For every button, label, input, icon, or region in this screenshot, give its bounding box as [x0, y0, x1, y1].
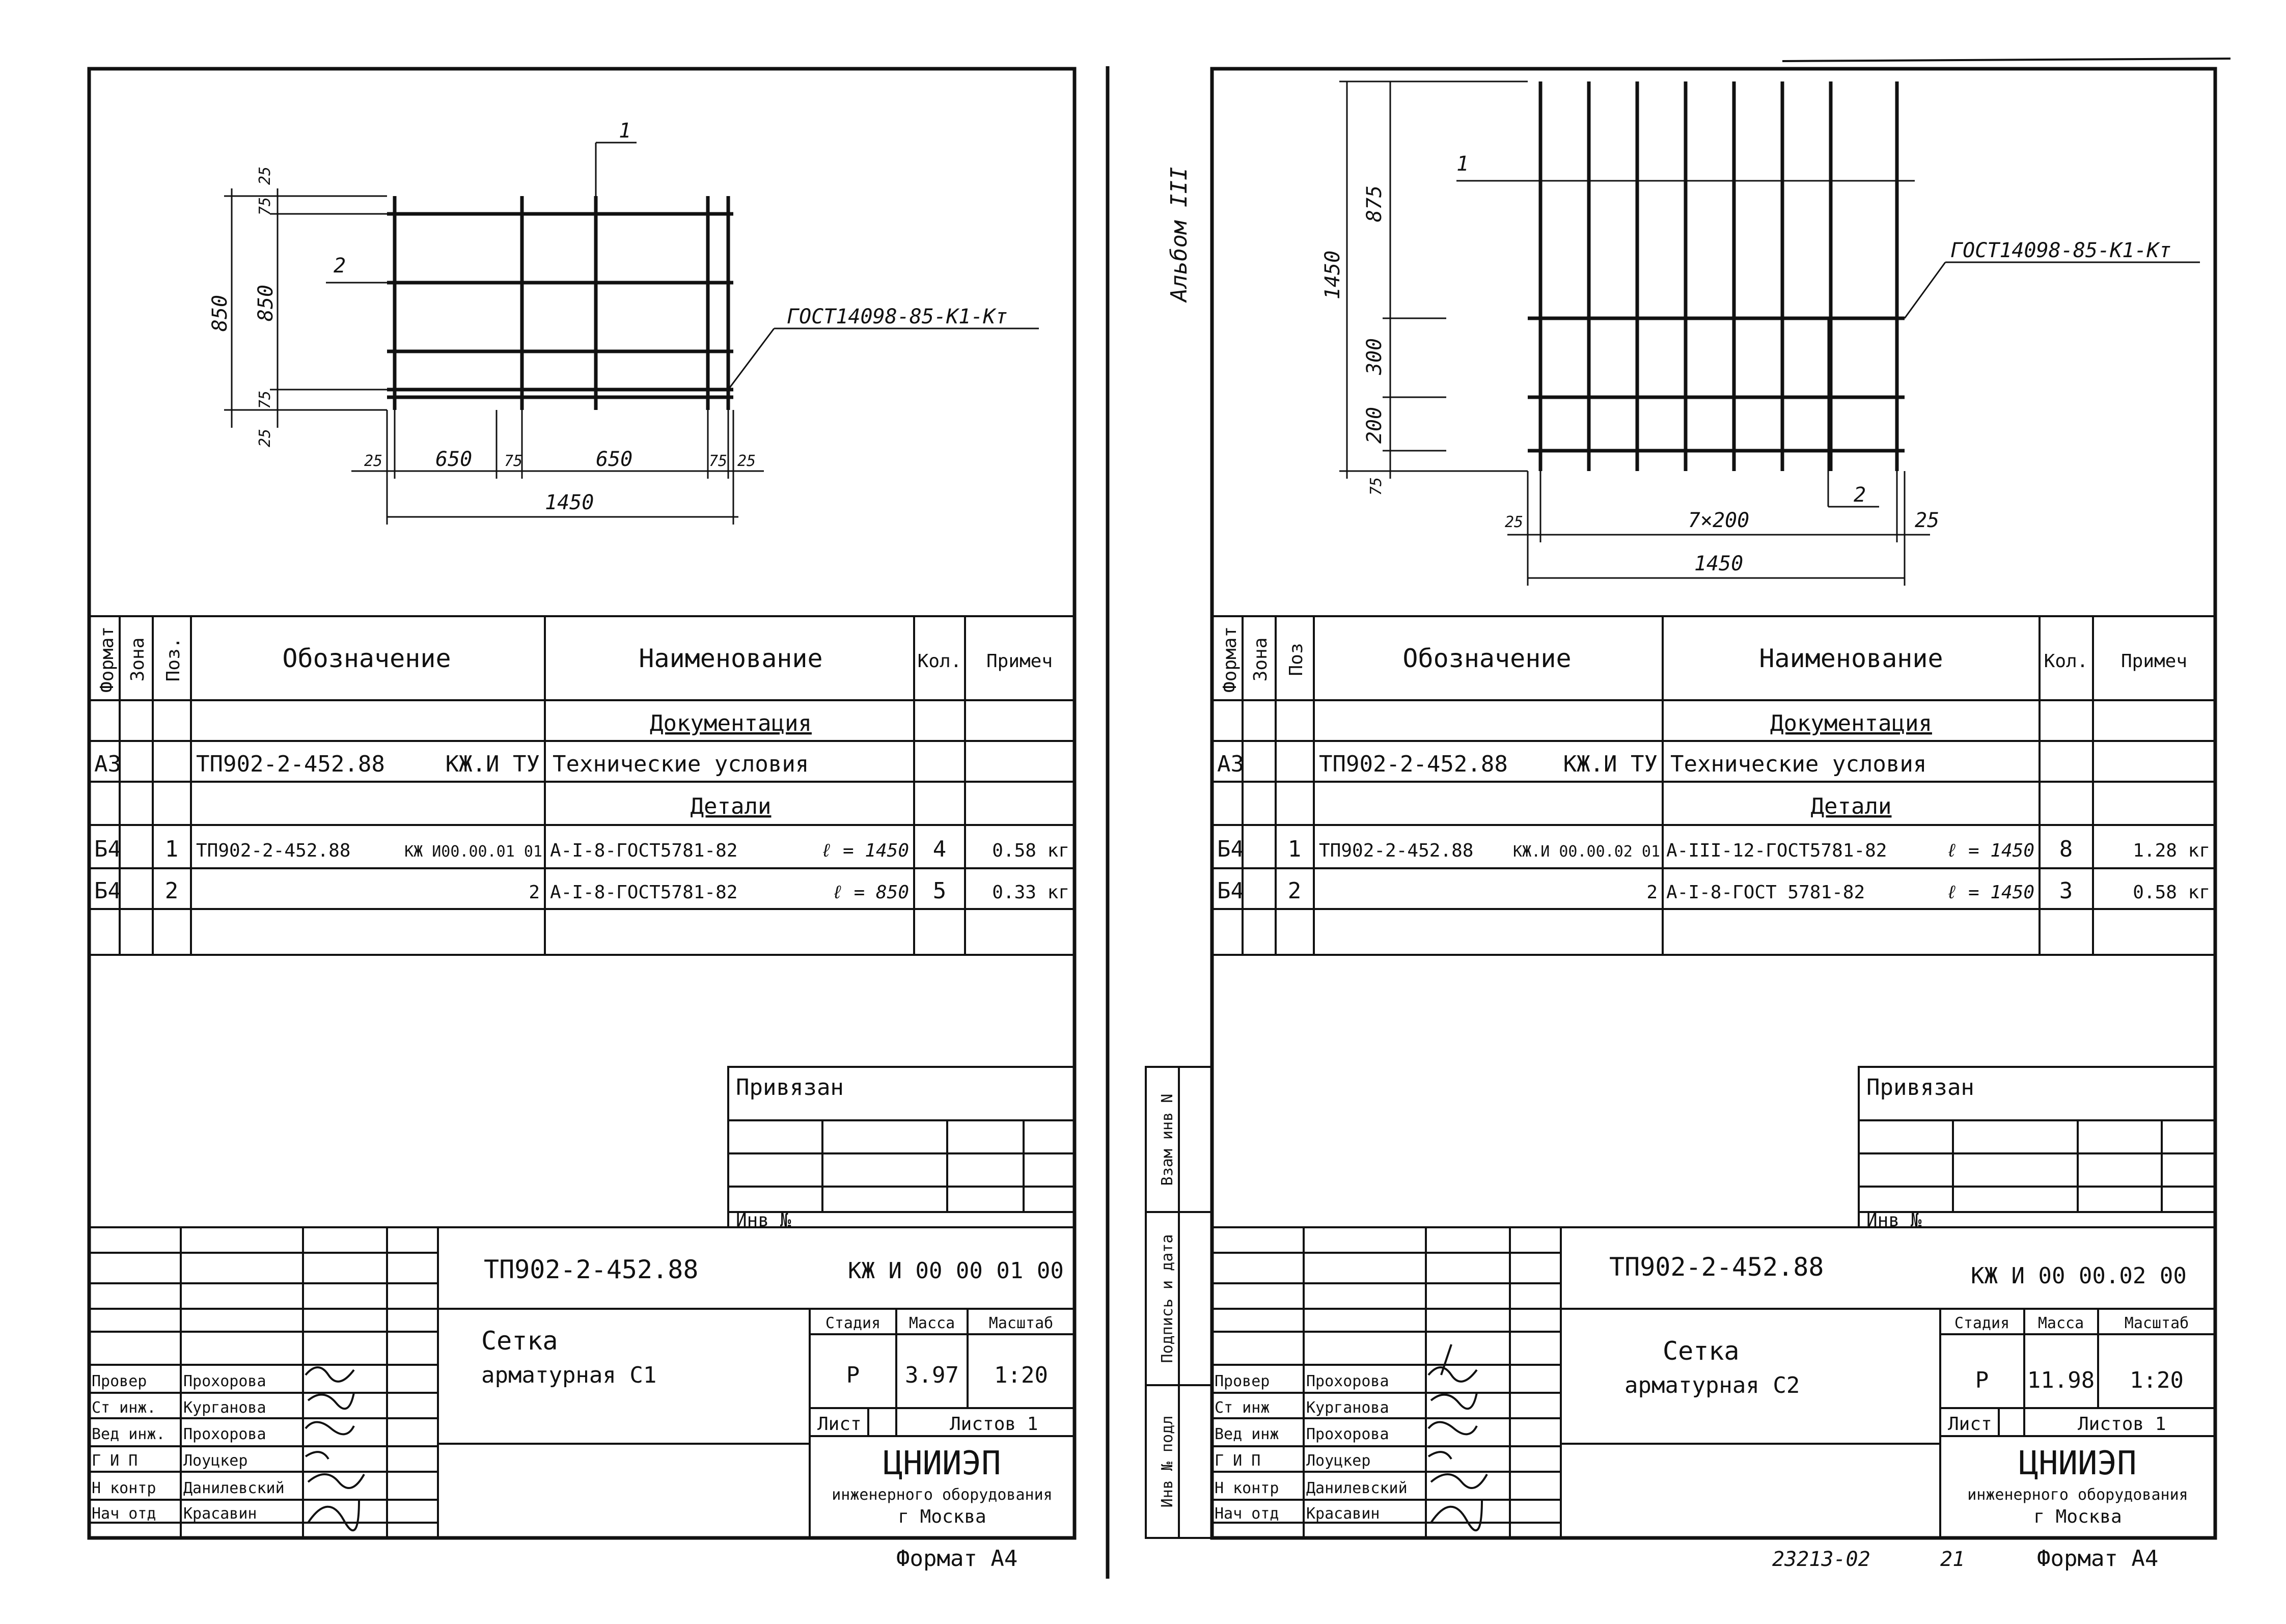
gost-leader: [728, 328, 774, 390]
hdr-format: Формат: [1220, 626, 1241, 693]
hdr-format: Формат: [97, 626, 118, 693]
signer-name: Прохорова: [183, 1372, 266, 1390]
top-edge-mark: [1782, 59, 2230, 61]
signer-name: Лоуцкер: [183, 1452, 248, 1470]
side-label-replacement: Взам инв N: [1159, 1093, 1176, 1186]
row-qty: 3: [2059, 878, 2073, 904]
dim-850-outer: 850: [208, 294, 232, 332]
row-note: 0.33 кг: [992, 882, 1069, 903]
hdr-name: Наименование: [1759, 644, 1943, 673]
callout-2: 2: [334, 254, 346, 278]
stage-value: Р: [846, 1362, 860, 1388]
stage-header: Стадия: [825, 1314, 881, 1332]
hdr-zone: Зона: [127, 637, 148, 682]
row-format: А3: [1217, 751, 1244, 777]
dim-v: 300: [1363, 338, 1386, 375]
signer-name: Данилевский: [183, 1479, 285, 1497]
mass-value: 3.97: [905, 1362, 959, 1388]
format-label: Формат А4: [896, 1546, 1018, 1572]
hdr-designation: Обозначение: [1402, 644, 1572, 673]
dim-v: 25: [256, 428, 274, 448]
signer-name: Прохорова: [1306, 1372, 1389, 1390]
doc-mark: КЖ И 00 00.02 00: [1971, 1263, 2187, 1289]
hdr-designation: Обозначение: [282, 644, 451, 673]
row-format: Б4: [1217, 836, 1244, 862]
signer-role: Ст инж: [1215, 1399, 1270, 1417]
row-format: Б4: [1217, 878, 1244, 904]
section-documentation: Документация: [1770, 710, 1932, 736]
signer-role: Вед инж: [1215, 1425, 1279, 1443]
dim-v: 75: [256, 197, 274, 216]
dim-h: 25: [1915, 509, 1940, 532]
signer-name: Красавин: [183, 1505, 257, 1523]
right-mesh-drawing: [1321, 81, 2200, 586]
title-line1: Сетка: [1663, 1336, 1740, 1366]
hdr-qty: Кол.: [917, 651, 962, 672]
title-line2: арматурная С2: [1624, 1372, 1800, 1398]
callout-1: 1: [619, 119, 631, 143]
org-name: ЦНИИЭП: [883, 1445, 1001, 1482]
org-city: г Москва: [2033, 1506, 2122, 1527]
org-name: ЦНИИЭП: [2019, 1445, 2137, 1482]
sheet-label: Лист: [817, 1414, 862, 1435]
left-spec-table: [89, 616, 1075, 955]
hdr-pos: Поз.: [163, 637, 184, 682]
signer-role: Вед инж.: [92, 1425, 166, 1443]
sheets-label: Листов 1: [2078, 1414, 2166, 1435]
inv-no-label: Инв №: [1866, 1210, 1922, 1231]
dim-h: 25: [737, 452, 756, 470]
section-documentation: Документация: [650, 710, 812, 736]
privyazan-label: Привязан: [1866, 1075, 1974, 1100]
sheets-label: Листов 1: [950, 1414, 1038, 1435]
dim-v: 875: [1363, 185, 1386, 223]
row-pos: 1: [164, 836, 179, 862]
row-designation: ТП902-2-452.88: [1319, 751, 1508, 777]
scale-header: Масштаб: [2124, 1314, 2189, 1332]
row-length: ℓ = 1450: [1946, 840, 2034, 861]
left-mesh-drawing: [208, 119, 1039, 525]
section-details: Детали: [1810, 793, 1892, 819]
section-details: Детали: [690, 793, 772, 819]
signer-role: Н контр: [92, 1479, 156, 1497]
dim-h: 7×200: [1688, 509, 1750, 532]
row-designation-code: КЖ.И ТУ: [1563, 751, 1658, 777]
callout-1: 1: [1456, 152, 1469, 176]
title-line2: арматурная С1: [481, 1362, 657, 1388]
title-line1: Сетка: [481, 1326, 558, 1356]
left-privyazan-block: [728, 1067, 1075, 1231]
row-designation: ТП902-2-452.88: [196, 840, 351, 861]
signer-role: Провер: [92, 1372, 147, 1390]
side-label-inv-original: Инв № подл: [1159, 1415, 1176, 1508]
row-qty: 4: [932, 836, 947, 862]
page-number: 21: [1940, 1548, 1965, 1571]
signer-name: Лоуцкер: [1306, 1452, 1371, 1470]
signer-name: Прохорова: [1306, 1425, 1389, 1443]
row-name: А-I-8-ГОСТ 5781-82: [1666, 882, 1865, 903]
signer-name: Курганова: [183, 1399, 266, 1417]
hdr-name: Наименование: [639, 644, 823, 673]
org-subtitle: инженерного оборудования: [832, 1486, 1053, 1504]
row-pos: 2: [1287, 878, 1302, 904]
album-label: Альбом III: [1166, 167, 1192, 302]
dim-1450-outer: 1450: [1321, 250, 1344, 300]
scale-value: 1:20: [2130, 1367, 2184, 1393]
row-note: 0.58 кг: [2133, 882, 2210, 903]
signer-role: Н контр: [1215, 1479, 1279, 1497]
right-sheet: [1146, 59, 2230, 1572]
row-qty: 8: [2059, 836, 2073, 862]
row-designation-code: 2: [529, 882, 540, 903]
dim-h: 25: [364, 452, 383, 470]
hdr-zone: Зона: [1250, 637, 1271, 682]
format-label: Формат А4: [2037, 1546, 2159, 1572]
row-name: А-I-8-ГОСТ5781-82: [550, 882, 738, 903]
row-length: ℓ = 1450: [820, 840, 909, 861]
doc-code: ТП902-2-452.88: [484, 1255, 699, 1284]
dim-v: 850: [254, 284, 278, 322]
dim-v: 75: [256, 390, 274, 409]
row-length: ℓ = 850: [832, 882, 909, 903]
row-qty: 5: [932, 878, 947, 904]
org-subtitle: инженерного оборудования: [1967, 1486, 2188, 1504]
row-name: Технические условия: [553, 751, 809, 777]
row-designation-code: КЖ.И ТУ: [445, 751, 540, 777]
row-note: 1.28 кг: [2133, 840, 2210, 861]
right-side-stamp: [1146, 1067, 1212, 1538]
row-designation: ТП902-2-452.88: [1319, 840, 1474, 861]
signature-mark: [1428, 1344, 1487, 1530]
dim-h: 75: [709, 452, 728, 470]
row-pos: 2: [164, 878, 179, 904]
left-sheet: [89, 66, 1108, 1579]
row-designation: ТП902-2-452.88: [196, 751, 385, 777]
side-label-signature-date: Подпись и дата: [1159, 1234, 1176, 1363]
signer-role: Нач отд: [92, 1505, 156, 1523]
right-title-block: [1212, 1227, 2215, 1572]
row-pos: 1: [1287, 836, 1302, 862]
row-length: ℓ = 1450: [1946, 882, 2034, 903]
doc-mark: КЖ И 00 00 01 00: [848, 1258, 1064, 1284]
signer-name: Данилевский: [1306, 1479, 1408, 1497]
signer-role: Нач отд: [1215, 1505, 1279, 1523]
signer-name: Красавин: [1306, 1505, 1380, 1523]
org-city: г Москва: [898, 1506, 986, 1527]
signer-name: Курганова: [1306, 1399, 1389, 1417]
hdr-pos: Поз: [1286, 643, 1307, 676]
dim-total: 1450: [1694, 552, 1744, 575]
sheet-label: Лист: [1948, 1414, 1992, 1435]
gost-note: ГОСТ14098-85-К1-Кт: [787, 305, 1008, 328]
row-format: А3: [94, 751, 121, 777]
right-spec-table: [1212, 616, 2215, 955]
privyazan-label: Привязан: [736, 1075, 844, 1100]
archive-number: 23213-02: [1772, 1548, 1870, 1571]
dim-h: 75: [504, 452, 523, 470]
hdr-qty: Кол.: [2044, 651, 2088, 672]
row-name: Технические условия: [1670, 751, 1927, 777]
scale-header: Масштаб: [988, 1314, 1054, 1332]
dim-v: 200: [1363, 406, 1386, 444]
signer-role: Ст инж.: [92, 1399, 156, 1417]
row-format: Б4: [94, 836, 121, 862]
gost-note: ГОСТ14098-85-К1-Кт: [1950, 239, 2171, 262]
inv-no-label: Инв №: [736, 1210, 791, 1231]
left-title-block: [89, 1227, 1075, 1572]
row-name: А-III-12-ГОСТ5781-82: [1666, 840, 1887, 861]
mass-header: Масса: [908, 1314, 955, 1332]
callout-2: 2: [1854, 483, 1866, 507]
stage-value: Р: [1975, 1367, 1989, 1393]
row-name: А-I-8-ГОСТ5781-82: [550, 840, 738, 861]
signer-role: Провер: [1215, 1372, 1270, 1390]
hdr-note: Примеч: [2120, 651, 2188, 672]
mass-value: 11.98: [2027, 1367, 2095, 1393]
stage-header: Стадия: [1954, 1314, 2010, 1332]
dim-h: 650: [435, 448, 473, 471]
signer-name: Прохорова: [183, 1425, 266, 1443]
row-designation-code: 2: [1646, 882, 1658, 903]
row-format: Б4: [94, 878, 121, 904]
row-designation-code: КЖ.И 00.00.02 01: [1513, 843, 1660, 861]
row-designation-code: КЖ И00.00.01 01: [404, 843, 542, 861]
scale-value: 1:20: [994, 1362, 1048, 1388]
hdr-note: Примеч: [986, 651, 1053, 672]
gost-leader: [1905, 262, 1945, 318]
dim-total: 1450: [545, 491, 594, 514]
dim-v: 25: [256, 166, 274, 185]
right-privyazan-block: [1859, 1067, 2215, 1231]
dim-v: 75: [1367, 477, 1385, 496]
doc-code: ТП902-2-452.88: [1609, 1252, 1824, 1282]
signer-role: Г И П: [1215, 1452, 1261, 1470]
dim-h: 650: [596, 448, 633, 471]
signer-role: Г И П: [92, 1452, 138, 1470]
row-note: 0.58 кг: [992, 840, 1069, 861]
mass-header: Масса: [2037, 1314, 2084, 1332]
dim-h: 25: [1505, 513, 1524, 531]
